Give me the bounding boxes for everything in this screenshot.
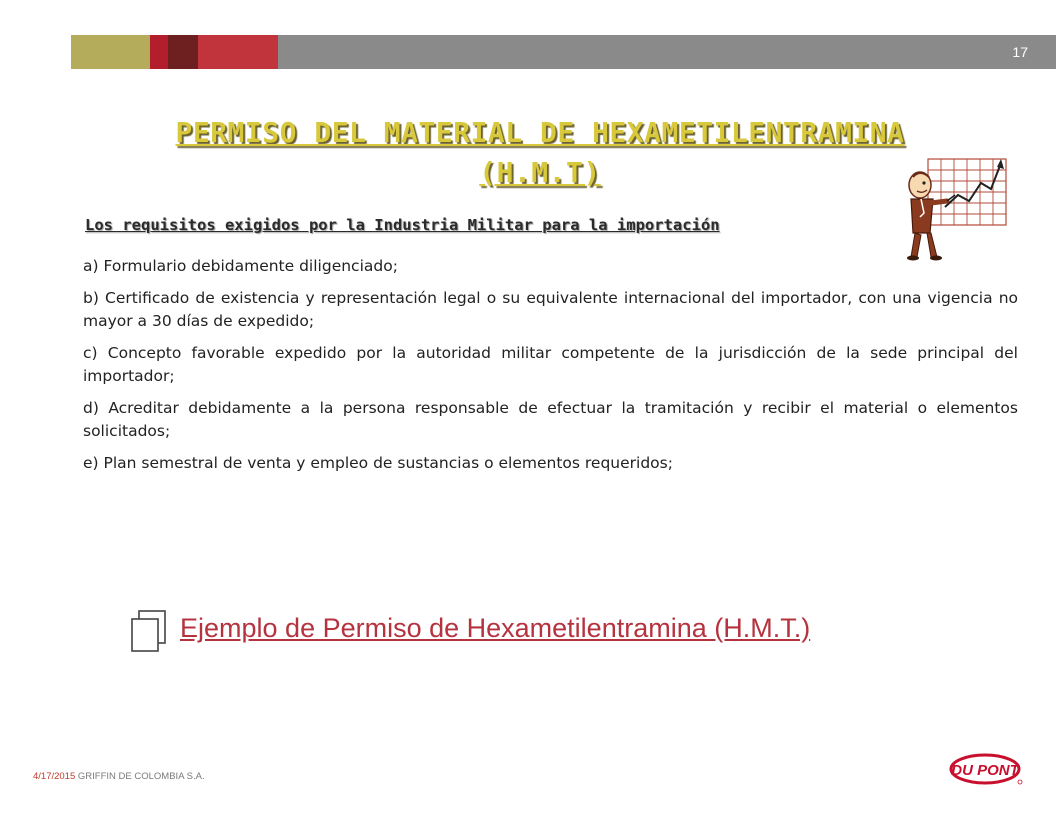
- slide-title-line1: PERMISO DEL MATERIAL DE HEXAMETILENTRAMINA: [175, 116, 905, 149]
- requirements-heading: Los requisitos exigidos por la Industria Militar para la importación: [85, 216, 720, 234]
- dupont-logo: [948, 752, 1024, 786]
- footer-date: 4/17/2015: [33, 771, 76, 782]
- header-bar-gray-segment: [278, 35, 1056, 69]
- slide-title-line2: (H.M.T): [479, 156, 601, 189]
- example-permit-link[interactable]: Ejemplo de Permiso de Hexametilentramina (H.M.T.): [180, 613, 811, 643]
- header-bar-light-red-segment: [198, 35, 278, 69]
- footer: [33, 771, 205, 782]
- example-permit-link-row[interactable]: [128, 605, 988, 655]
- presenter-chart-icon: [903, 155, 1011, 263]
- footer-company: GRIFFIN DE COLOMBIA S.A.: [75, 771, 205, 782]
- requirement-item: c) Concepto favorable expedido por la autoridad militar competente de la jurisdicción de la sede principal del importador;: [83, 344, 1018, 385]
- requirements-list: [83, 255, 1018, 484]
- header-bar-red-segment: [150, 35, 168, 69]
- requirement-item: b) Certificado de existencia y representación legal o su equivalente internacional del importador, con una vigencia no mayor a 30 días de expedido;: [83, 289, 1018, 330]
- slide-number: 17: [1012, 44, 1028, 60]
- header-bar: [71, 35, 1056, 69]
- requirement-item: d) Acreditar debidamente a la persona responsable de efectuar la tramitación y recibir el material o elementos solicitados;: [83, 399, 1018, 440]
- slide-title: [95, 113, 985, 193]
- requirement-item: a) Formulario debidamente diligenciado;: [83, 257, 398, 275]
- header-bar-maroon-segment: [168, 35, 198, 69]
- dupont-logo-text: DU PONT: [951, 762, 1019, 779]
- requirement-item: e) Plan semestral de venta y empleo de sustancias o elementos requeridos;: [83, 454, 673, 472]
- header-bar-olive-segment: [71, 35, 150, 69]
- documents-icon: [128, 609, 172, 653]
